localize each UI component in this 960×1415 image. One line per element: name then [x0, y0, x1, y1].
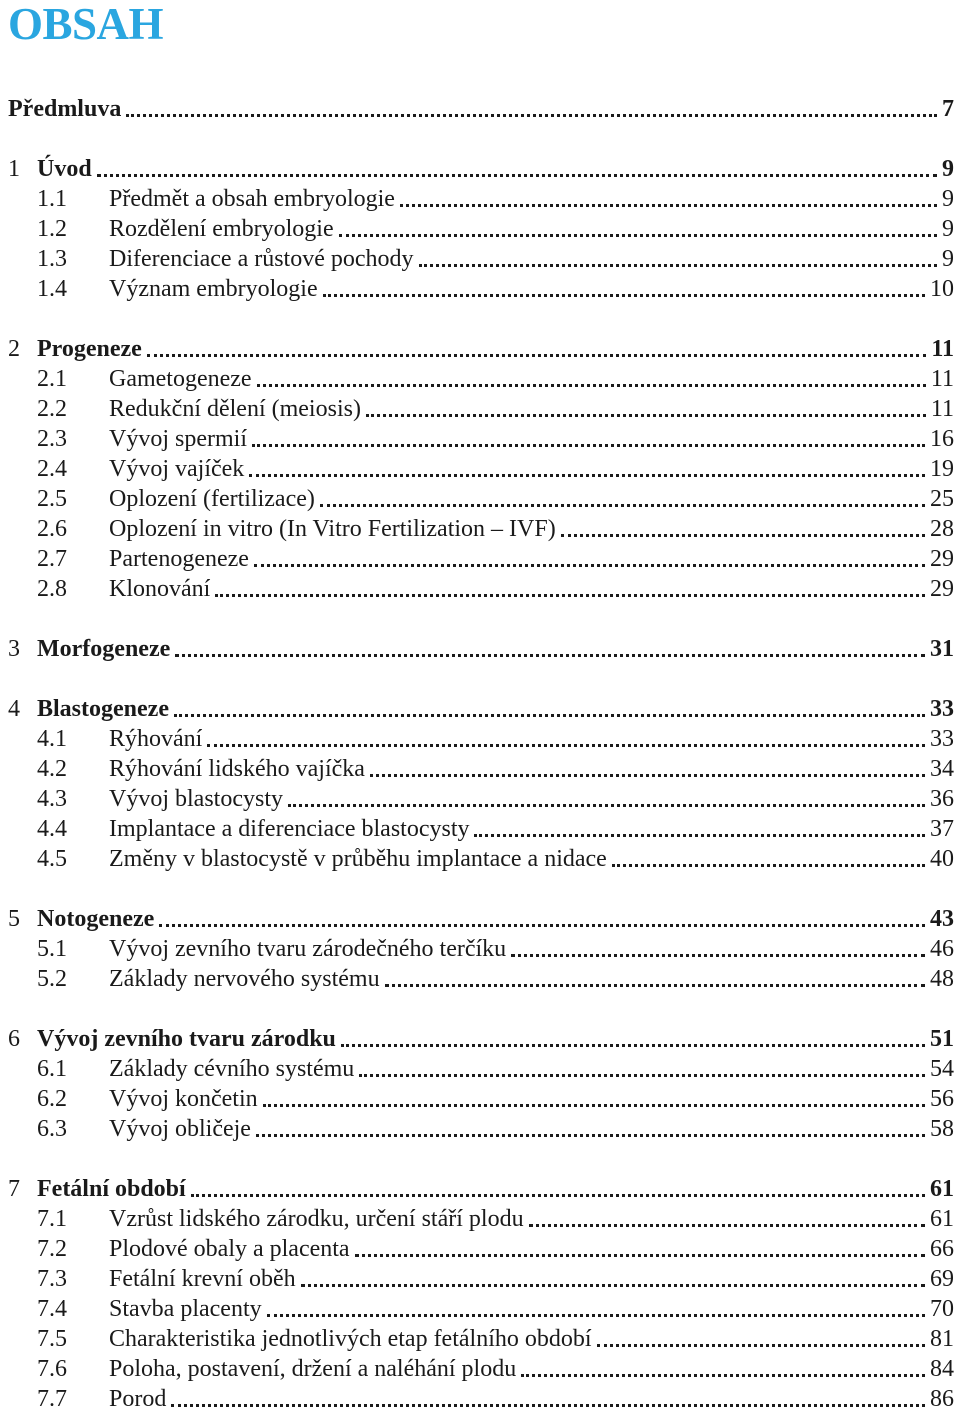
- dot-leader: [323, 294, 925, 297]
- toc-entry-page: 19: [930, 456, 954, 482]
- toc-entry-page: 56: [930, 1086, 954, 1112]
- toc-section-entry[interactable]: [37, 1204, 954, 1234]
- toc-chapter-entry[interactable]: [8, 1174, 954, 1204]
- dot-leader: [207, 744, 925, 747]
- dot-leader: [341, 1044, 925, 1047]
- dot-leader: [511, 954, 925, 957]
- toc-entry-label: Vývoj zevního tvaru zárodečného terčíku: [109, 936, 507, 962]
- toc-entry-label: Progeneze: [37, 336, 142, 362]
- toc-entry-label: Rýhování: [109, 726, 203, 752]
- toc-entry-page: 33: [930, 726, 954, 752]
- toc-entry-number: 2: [8, 336, 20, 362]
- toc-entry-page: 58: [930, 1116, 954, 1142]
- toc-entry-number: 2.3: [37, 426, 67, 452]
- toc-entry-page: 29: [930, 576, 954, 602]
- toc-entry-number: 7: [8, 1176, 20, 1202]
- dot-leader: [320, 504, 925, 507]
- toc-entry-number: 2.1: [37, 366, 67, 392]
- toc-entry-number: 7.2: [37, 1236, 67, 1262]
- dot-leader: [254, 564, 925, 567]
- dot-leader: [174, 714, 925, 717]
- toc-entry-page: 11: [931, 336, 954, 362]
- toc-section-entry[interactable]: [37, 1054, 954, 1084]
- toc-entry-page: 10: [930, 276, 954, 302]
- toc-entry-label: Implantace a diferenciace blastocysty: [109, 816, 470, 842]
- toc-section-entry[interactable]: [37, 454, 954, 484]
- toc-entry-number: 7.5: [37, 1326, 67, 1352]
- dot-leader: [400, 204, 937, 207]
- toc-entry-number: 7.6: [37, 1356, 67, 1382]
- toc-entry-page: 34: [930, 756, 954, 782]
- toc-entry-number: 1.1: [37, 186, 67, 212]
- dot-leader: [257, 384, 926, 387]
- toc-entry-number: 2.5: [37, 486, 67, 512]
- toc-entry-label: Poloha, postavení, držení a naléhání plodu: [109, 1356, 517, 1382]
- toc-entry-label: Předmět a obsah embryologie: [109, 186, 395, 212]
- page-title: OBSAH: [8, 0, 164, 49]
- dot-leader: [267, 1314, 925, 1317]
- toc-entry-page: 25: [930, 486, 954, 512]
- dot-leader: [171, 1404, 925, 1407]
- dot-leader: [370, 774, 925, 777]
- toc-entry-page: 69: [930, 1266, 954, 1292]
- toc-section-entry[interactable]: [37, 574, 954, 604]
- toc-entry-page: 40: [930, 846, 954, 872]
- toc-entry-number: 5.1: [37, 936, 67, 962]
- toc-entry-label: Vzrůst lidského zárodku, určení stáří plodu: [109, 1206, 524, 1232]
- toc-entry-number: 2.2: [37, 396, 67, 422]
- toc-entry-number: 2.7: [37, 546, 67, 572]
- toc-entry-number: 1: [8, 156, 20, 182]
- toc-entry-label: Vývoj spermií: [109, 426, 247, 452]
- toc-entry-page: 11: [930, 396, 954, 422]
- toc-entry-label: Redukční dělení (meiosis): [109, 396, 361, 422]
- toc-section-entry[interactable]: [37, 1234, 954, 1264]
- dot-leader: [215, 594, 925, 597]
- toc-entry-label: Rozdělení embryologie: [109, 216, 334, 242]
- toc-entry-label: Vývoj blastocysty: [109, 786, 283, 812]
- dot-leader: [359, 1074, 925, 1077]
- toc-entry-page: 9: [942, 186, 954, 212]
- dot-leader: [159, 924, 925, 927]
- toc-chapter-entry[interactable]: [8, 634, 954, 664]
- toc-entry-label: Notogeneze: [37, 906, 155, 932]
- toc-section-entry[interactable]: [37, 1294, 954, 1324]
- toc-entry-page: 51: [930, 1026, 954, 1052]
- toc-entry-label: Stavba placenty: [109, 1296, 262, 1322]
- dot-leader: [561, 534, 925, 537]
- toc-entry-label: Oplození in vitro (In Vitro Fertilization – IVF): [109, 516, 556, 542]
- toc-entry-page: 28: [930, 516, 954, 542]
- dot-leader: [252, 444, 925, 447]
- toc-entry-number: 4.1: [37, 726, 67, 752]
- toc-entry-page: 29: [930, 546, 954, 572]
- dot-leader: [366, 414, 926, 417]
- toc-entry-number: 6.1: [37, 1056, 67, 1082]
- toc-section-entry[interactable]: [37, 544, 954, 574]
- toc-section-entry[interactable]: [37, 184, 954, 214]
- toc-entry-page: 84: [930, 1356, 954, 1382]
- toc-entry-label: Gametogeneze: [109, 366, 252, 392]
- toc-entry-number: 1.4: [37, 276, 67, 302]
- dot-leader: [263, 1104, 925, 1107]
- dot-leader: [521, 1374, 925, 1377]
- dot-leader: [288, 804, 925, 807]
- toc-entry-page: 9: [942, 246, 954, 272]
- dot-leader: [529, 1224, 925, 1227]
- toc-entry-page: 81: [930, 1326, 954, 1352]
- toc-entry-label: Vývoj obličeje: [109, 1116, 251, 1142]
- toc-entry-page: 48: [930, 966, 954, 992]
- toc-chapter-entry[interactable]: [8, 694, 954, 724]
- toc-section-entry[interactable]: [37, 1354, 954, 1384]
- toc-section-entry[interactable]: [37, 1384, 954, 1414]
- dot-leader: [191, 1194, 925, 1197]
- toc-entry-label: Úvod: [37, 156, 92, 182]
- toc-entry-page: 31: [930, 636, 954, 662]
- toc-entry-page: 54: [930, 1056, 954, 1082]
- dot-leader: [301, 1284, 925, 1287]
- dot-leader: [474, 834, 925, 837]
- toc-section-entry[interactable]: [37, 784, 954, 814]
- toc-section-entry[interactable]: [37, 1264, 954, 1294]
- toc-entry-number: 4: [8, 696, 20, 722]
- toc-entry-number: 1.3: [37, 246, 67, 272]
- toc-entry-page: 33: [930, 696, 954, 722]
- toc-section-entry[interactable]: [37, 1324, 954, 1354]
- toc-entry-page: 11: [930, 366, 954, 392]
- toc-entry-label: Blastogeneze: [37, 696, 169, 722]
- toc-entry-number: 4.4: [37, 816, 67, 842]
- toc-entry-page: 61: [930, 1176, 954, 1202]
- toc-entry-number: 6.2: [37, 1086, 67, 1112]
- toc-entry-label: Morfogeneze: [37, 636, 171, 662]
- toc-entry-page: 37: [930, 816, 954, 842]
- toc-entry-number: 2.8: [37, 576, 67, 602]
- toc-entry-number: 5.2: [37, 966, 67, 992]
- dot-leader: [249, 474, 925, 477]
- dot-leader: [597, 1344, 925, 1347]
- toc-entry-number: 1.2: [37, 216, 67, 242]
- toc-entry-number: 7.1: [37, 1206, 67, 1232]
- toc-entry-page: 36: [930, 786, 954, 812]
- toc-entry-page: 61: [930, 1206, 954, 1232]
- toc-section-entry[interactable]: [37, 214, 954, 244]
- dot-leader: [385, 984, 925, 987]
- toc-entry-page: 86: [930, 1386, 954, 1412]
- toc-entry-page: 7: [942, 96, 954, 122]
- toc-section-entry[interactable]: [37, 844, 954, 874]
- toc-entry-number: 6.3: [37, 1116, 67, 1142]
- toc-section-entry[interactable]: [37, 484, 954, 514]
- toc-entry-label: Klonování: [109, 576, 211, 602]
- toc-section-entry[interactable]: [37, 1084, 954, 1114]
- toc-entry-label: Vývoj zevního tvaru zárodku: [37, 1026, 336, 1052]
- toc-entry-label: Plodové obaly a placenta: [109, 1236, 350, 1262]
- toc-entry-page: 9: [942, 216, 954, 242]
- toc-entry-label: Porod: [109, 1386, 167, 1412]
- toc-chapter-entry[interactable]: [8, 334, 954, 364]
- dot-leader: [612, 864, 925, 867]
- dot-leader: [256, 1134, 925, 1137]
- toc-entry-number: 6: [8, 1026, 20, 1052]
- toc-entry-number: 4.2: [37, 756, 67, 782]
- toc-entry-number: 7.7: [37, 1386, 67, 1412]
- dot-leader: [97, 174, 937, 177]
- toc-entry-page: 9: [942, 156, 954, 182]
- toc-entry-number: 3: [8, 636, 20, 662]
- toc-entry-page: 70: [930, 1296, 954, 1322]
- toc-section-entry[interactable]: [37, 964, 954, 994]
- toc-entry-page: 66: [930, 1236, 954, 1262]
- toc-section-entry[interactable]: [37, 364, 954, 394]
- toc-section-entry[interactable]: [37, 394, 954, 424]
- toc-preface-entry[interactable]: [8, 94, 954, 124]
- toc-entry-label: Charakteristika jednotlivých etap fetálního období: [109, 1326, 592, 1352]
- toc-entry-label: Partenogeneze: [109, 546, 249, 572]
- toc-section-entry[interactable]: [37, 514, 954, 544]
- toc-entry-number: 7.3: [37, 1266, 67, 1292]
- toc-entry-page: 43: [930, 906, 954, 932]
- toc-section-entry[interactable]: [37, 934, 954, 964]
- dot-leader: [339, 234, 937, 237]
- dot-leader: [126, 114, 937, 117]
- dot-leader: [419, 264, 937, 267]
- toc-entry-number: 4.5: [37, 846, 67, 872]
- toc-entry-label: Význam embryologie: [109, 276, 318, 302]
- toc-section-entry[interactable]: [37, 274, 954, 304]
- dot-leader: [355, 1254, 925, 1257]
- toc-section-entry[interactable]: [37, 814, 954, 844]
- toc-entry-label: Oplození (fertilizace): [109, 486, 315, 512]
- toc-section-entry[interactable]: [37, 424, 954, 454]
- toc-section-entry[interactable]: [37, 244, 954, 274]
- toc-entry-label: Změny v blastocystě v průběhu implantace a nidace: [109, 846, 607, 872]
- dot-leader: [175, 654, 925, 657]
- toc-entry-number: 2.4: [37, 456, 67, 482]
- dot-leader: [147, 354, 926, 357]
- toc-entry-number: 2.6: [37, 516, 67, 542]
- toc-chapter-entry[interactable]: [8, 904, 954, 934]
- toc-entry-number: 4.3: [37, 786, 67, 812]
- toc-entry-label: Základy cévního systému: [109, 1056, 355, 1082]
- toc-chapter-entry[interactable]: [8, 1024, 954, 1054]
- toc-entry-page: 16: [930, 426, 954, 452]
- toc-entry-label: Diferenciace a růstové pochody: [109, 246, 414, 272]
- toc-chapter-entry[interactable]: [8, 154, 954, 184]
- toc-entry-number: 5: [8, 906, 20, 932]
- toc-section-entry[interactable]: [37, 724, 954, 754]
- toc-entry-label: Základy nervového systému: [109, 966, 380, 992]
- toc-entry-number: 7.4: [37, 1296, 67, 1322]
- toc-section-entry[interactable]: [37, 1114, 954, 1144]
- toc-entry-label: Předmluva: [8, 96, 122, 122]
- toc-section-entry[interactable]: [37, 754, 954, 784]
- toc-entry-label: Fetální období: [37, 1176, 186, 1202]
- toc-entry-label: Vývoj končetin: [109, 1086, 258, 1112]
- toc-entry-page: 46: [930, 936, 954, 962]
- toc-entry-label: Vývoj vajíček: [109, 456, 245, 482]
- toc-entry-label: Rýhování lidského vajíčka: [109, 756, 365, 782]
- toc-entry-label: Fetální krevní oběh: [109, 1266, 296, 1292]
